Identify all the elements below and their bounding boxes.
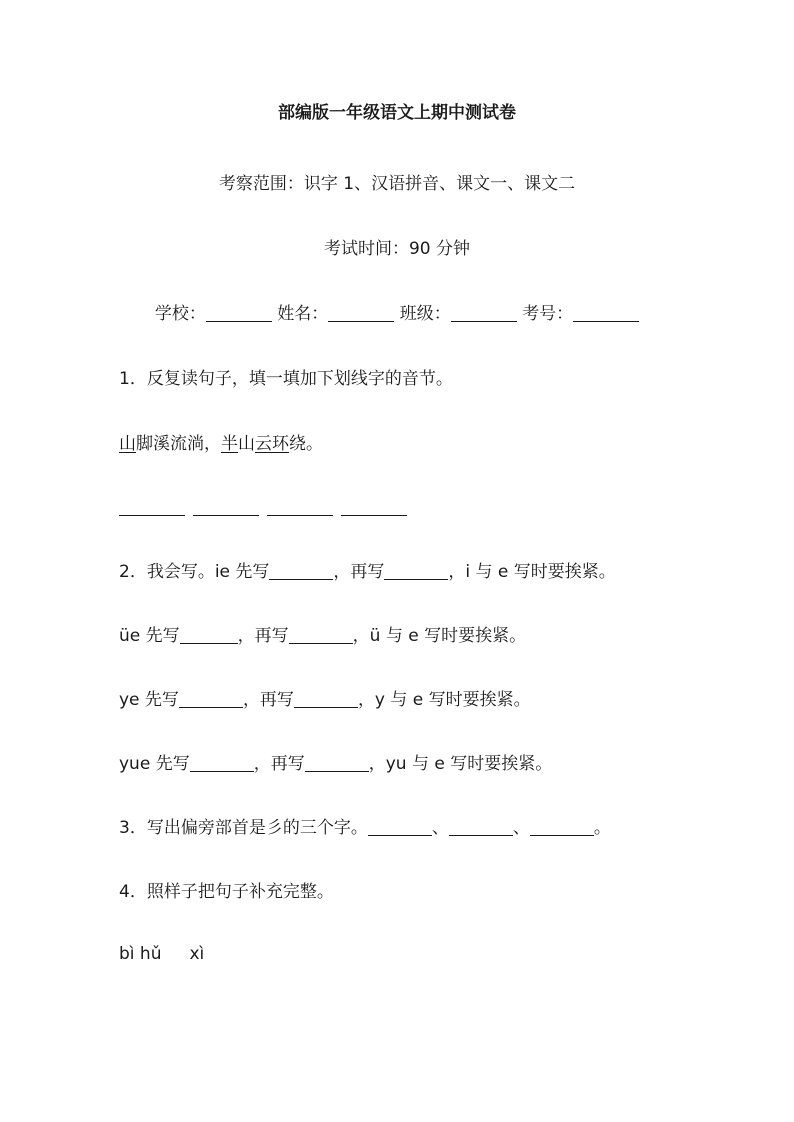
underlined-char: 半 [221,434,238,454]
sentence-text: 绕。 [289,434,323,454]
sentence-text: 山 [238,434,255,454]
question-2-text: ，i 与 e 写时要挨紧。 [448,562,616,582]
number-label: 考号： [522,304,574,324]
pinyin-text: bì hǔ [119,944,162,964]
question-2-line-3 [119,688,531,712]
question-3-text: 。 [593,818,611,838]
question-4-prompt: 4．照样子把句子补充完整。 [119,882,334,902]
answer-blank[interactable] [530,817,594,836]
question-2-line-1 [119,560,616,584]
question-2-line-2 [119,624,526,648]
number-blank[interactable] [573,303,639,322]
pinyin-text: xì [189,944,205,964]
answer-blank[interactable] [269,561,333,580]
question-2-text: üe 先写 [119,626,180,646]
answer-blank[interactable] [193,497,259,516]
answer-blank[interactable] [449,817,513,836]
answer-blank[interactable] [305,753,369,772]
question-2-text: ，y 与 e 写时要挨紧。 [357,690,531,710]
underlined-char: 山 [119,434,136,454]
question-3-text: 、 [512,818,530,838]
answer-blank[interactable] [119,497,185,516]
question-2-text: ，yu 与 e 写时要挨紧。 [368,754,553,774]
class-blank[interactable] [451,303,517,322]
answer-blank[interactable] [384,561,448,580]
question-2-text: ，ü 与 e 写时要挨紧。 [352,626,527,646]
answer-blank[interactable] [289,625,353,644]
question-2-text: ，再写 [242,690,294,710]
name-blank[interactable] [328,303,394,322]
answer-blank[interactable] [190,753,254,772]
answer-blank[interactable] [294,689,358,708]
sentence-text: 脚溪流淌， [136,434,221,454]
question-3-text: 3．写出偏旁部首是彡的三个字。 [119,818,368,838]
question-2-text: ，再写 [333,562,385,582]
student-info-row [0,302,794,326]
question-2-line-4 [119,752,552,776]
answer-blank[interactable] [341,497,407,516]
underlined-char: 云 [255,434,272,454]
exam-title: 部编版一年级语文上期中测试卷 [278,103,516,123]
question-2-text: ，再写 [253,754,305,774]
underlined-char: 环 [272,434,289,454]
answer-blank[interactable] [267,497,333,516]
name-label: 姓名： [277,304,329,324]
question-1-answer-row [119,496,407,520]
school-label: 学校： [154,304,206,324]
school-blank[interactable] [206,303,272,322]
question-2-text: ，再写 [237,626,289,646]
question-1-sentence [119,432,323,456]
question-4-pinyin [119,942,204,966]
class-label: 班级： [399,304,451,324]
exam-scope: 考察范围：识字 1、汉语拼音、课文一、课文二 [218,174,576,194]
answer-blank[interactable] [179,689,243,708]
question-2-text: ye 先写 [119,690,179,710]
exam-time: 考试时间：90 分钟 [323,239,471,259]
answer-blank[interactable] [368,817,432,836]
answer-blank[interactable] [180,625,238,644]
question-2-text: yue 先写 [119,754,190,774]
question-3 [119,816,611,840]
question-3-text: 、 [431,818,449,838]
question-2-text: 2．我会写。ie 先写 [119,562,270,582]
question-1-prompt: 1．反复读句子，填一填加下划线字的音节。 [119,369,453,389]
